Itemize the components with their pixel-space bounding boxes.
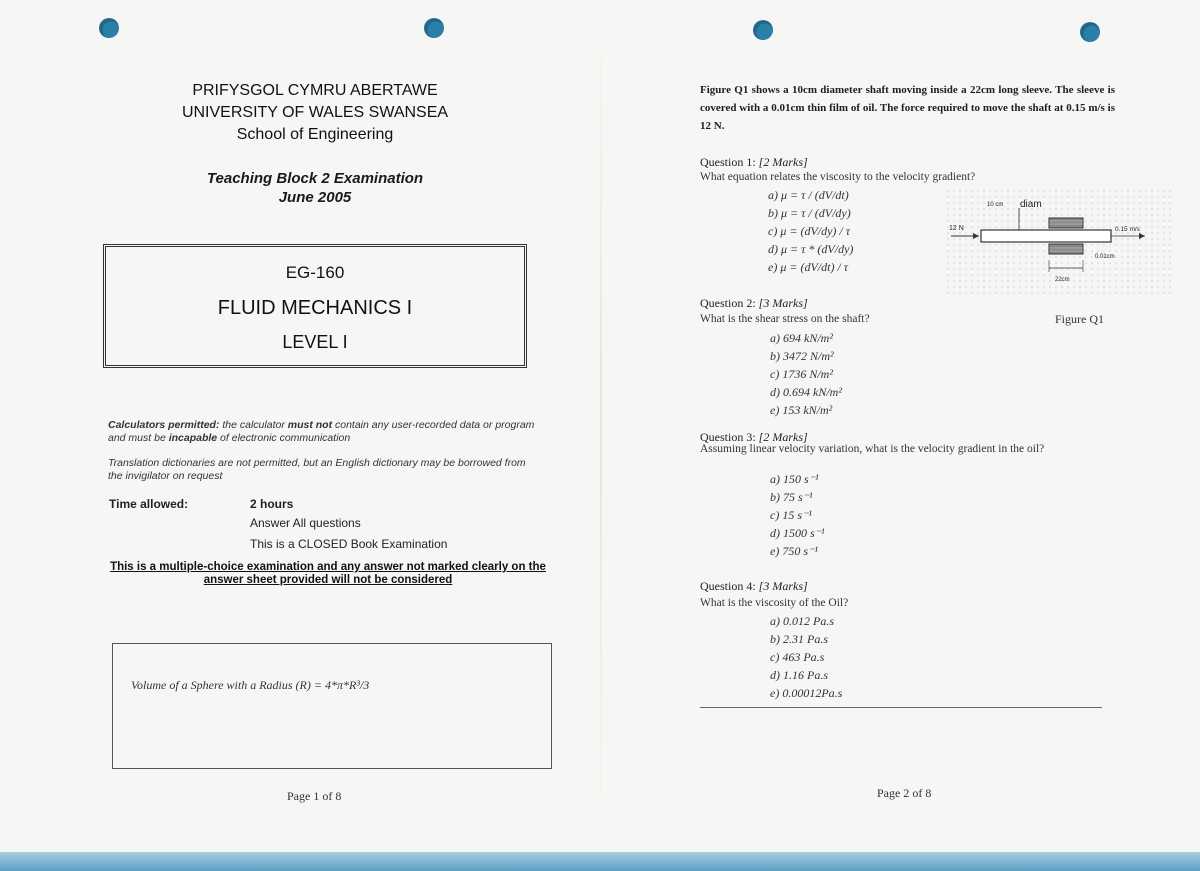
question-2-heading — [700, 296, 808, 311]
question-4-text: What is the viscosity of the Oil? — [700, 597, 849, 609]
course-code: EG-160 — [285, 263, 345, 282]
diameter-value: 10 cm — [987, 202, 1004, 208]
punch-hole-2 — [424, 18, 444, 38]
time-allowed-value: 2 hours — [250, 497, 294, 511]
question-marks: [3 Marks] — [758, 296, 808, 310]
figure-intro-text: Figure Q1 shows a 10cm diameter shaft moving inside a 22cm long sleeve. The sleeve is covered with a 0.01cm thin film of oil. The force required to move the shaft at 0.15 m/s is 12 N. — [700, 84, 1115, 132]
question-3-option-c: c) 15 s⁻¹ — [770, 508, 812, 522]
end-of-questions-rule — [700, 707, 1102, 708]
figure-q1 — [945, 188, 1173, 296]
dictionaries-note: Translation dictionaries are not permitted, but an English dictionary may be borrowed from the invigilator on request — [108, 457, 526, 482]
question-2-option-c: c) 1736 N/m² — [770, 367, 833, 381]
question-2-option-a: a) 694 kN/m² — [770, 331, 833, 345]
closed-book-instruction: This is a CLOSED Book Examination — [250, 537, 448, 551]
question-2-option-b: b) 3472 N/m² — [770, 349, 834, 363]
question-label: Question 1: — [700, 155, 756, 169]
sleeve-bottom — [1049, 244, 1083, 254]
exam-date: June 2005 — [278, 189, 352, 206]
shaft-shape — [981, 230, 1111, 242]
formula-box — [112, 643, 552, 769]
calculators-text: contain any user-recorded data or program and must be — [108, 419, 535, 444]
question-1-option-e: e) μ = (dV/dt) / τ — [768, 260, 849, 274]
school-name: School of Engineering — [236, 126, 394, 143]
page-number-right: Page 2 of 8 — [877, 786, 932, 800]
university-english: UNIVERSITY OF WALES SWANSEA — [181, 104, 449, 121]
scanner-edge — [0, 852, 1200, 871]
question-4-option-b: b) 2.31 Pa.s — [770, 632, 828, 646]
punch-hole-3 — [753, 20, 773, 40]
question-2-text: What is the shear stress on the shaft? — [700, 313, 870, 325]
question-marks: [2 Marks] — [758, 155, 808, 169]
course-box — [103, 244, 527, 368]
question-2-option-d: d) 0.694 kN/m² — [770, 385, 842, 399]
question-1-heading — [700, 155, 808, 170]
question-1-option-d: d) μ = τ * (dV/dy) — [768, 242, 854, 256]
question-label: Question 3: — [700, 430, 756, 444]
question-3-option-b: b) 75 s⁻¹ — [770, 490, 813, 504]
course-level: LEVEL I — [282, 332, 348, 352]
punch-hole-4 — [1080, 22, 1100, 42]
question-marks: [2 Marks] — [758, 430, 808, 444]
calculators-text: the calculator — [219, 419, 288, 431]
course-name: FLUID MECHANICS I — [217, 297, 413, 319]
calculators-text: of electronic communication — [217, 432, 351, 444]
multiple-choice-warning: This is a multiple-choice examination and any answer not marked clearly on the answer sheet provided will not be considered — [110, 561, 546, 586]
question-4-option-c: c) 463 Pa.s — [770, 650, 825, 664]
sleeve-top — [1049, 218, 1083, 228]
velocity-label: 0.15 m/s — [1115, 226, 1140, 233]
question-3-option-e: e) 750 s⁻¹ — [770, 544, 818, 558]
question-label: Question 4: — [700, 579, 756, 593]
question-4-heading — [700, 579, 808, 594]
page-number-left: Page 1 of 8 — [287, 789, 342, 803]
must-not-text: must not — [287, 419, 333, 431]
question-marks: [3 Marks] — [758, 579, 808, 593]
calculators-label: Calculators permitted: — [108, 419, 220, 431]
question-1-option-a: a) μ = τ / (dV/dt) — [768, 188, 849, 202]
exam-heading — [150, 169, 480, 207]
question-3-text: Assuming linear velocity variation, what is the velocity gradient in the oil? — [700, 443, 1045, 455]
incapable-text: incapable — [168, 432, 218, 444]
question-4-option-e: e) 0.00012Pa.s — [770, 686, 843, 700]
university-header — [130, 80, 500, 146]
film-thickness-label: 0.01cm — [1095, 254, 1115, 260]
question-3-option-d: d) 1500 s⁻¹ — [770, 526, 825, 540]
answer-all-instruction: Answer All questions — [250, 516, 361, 530]
exam-title: Teaching Block 2 Examination — [206, 170, 424, 187]
calculators-note — [108, 419, 538, 445]
question-3-option-a: a) 150 s⁻¹ — [770, 472, 819, 486]
question-1-text: What equation relates the viscosity to the velocity gradient? — [700, 171, 976, 183]
time-allowed-label: Time allowed: — [109, 497, 189, 511]
page-fold — [600, 0, 602, 852]
question-1-option-c: c) μ = (dV/dy) / τ — [768, 224, 851, 238]
punch-hole-1 — [99, 18, 119, 38]
university-welsh: PRIFYSGOL CYMRU ABERTAWE — [192, 82, 438, 99]
diameter-label: diam — [1020, 199, 1042, 210]
sphere-volume-formula: Volume of a Sphere with a Radius (R) = 4*π*R³/3 — [131, 678, 370, 692]
figure-caption: Figure Q1 — [1055, 312, 1104, 326]
question-2-option-e: e) 153 kN/m² — [770, 403, 833, 417]
shaft-sleeve-diagram — [945, 188, 1173, 296]
question-4-option-a: a) 0.012 Pa.s — [770, 614, 834, 628]
sleeve-length-label: 22cm — [1055, 277, 1070, 283]
question-4-option-d: d) 1.16 Pa.s — [770, 668, 828, 682]
force-label: 12 N — [949, 225, 964, 232]
question-label: Question 2: — [700, 296, 756, 310]
question-1-option-b: b) μ = τ / (dV/dy) — [768, 206, 851, 220]
